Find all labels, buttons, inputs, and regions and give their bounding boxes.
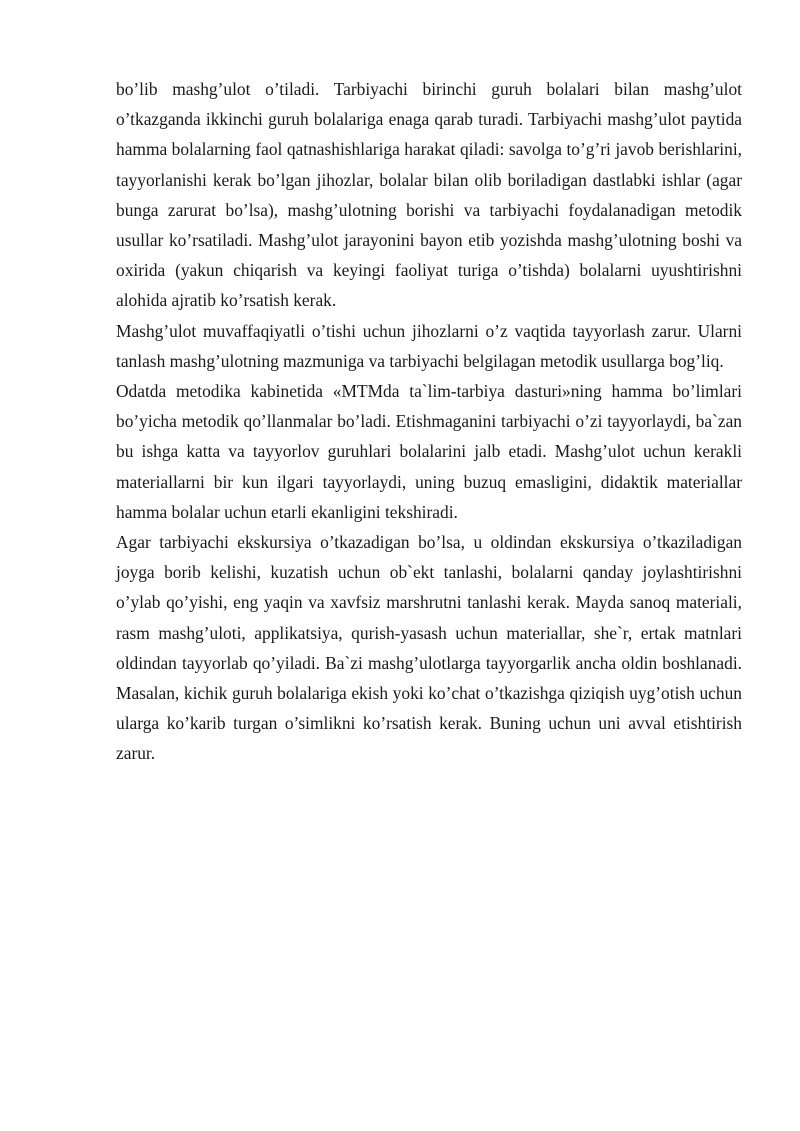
paragraph: bo’lib mashg’ulot o’tiladi. Tarbiyachi birinchi guruh bolalari bilan mashg’ulot o’tkazganda ikkinchi guruh bolalariga enaga qarab turadi. Tarbiyachi mashg’ulot paytida hamma bolalarning faol qatnashishlariga harakat qiladi: savolga to’g’ri javob berishlarini, tayyorlanishi kerak bo’lgan jihozlar, bolalar bilan olib boriladigan dastlabki ishlar (agar bunga zarurat bo’lsa), mashg’ulotning borishi va tarbiyachi foydalanadigan metodik usullar ko’rsatiladi. Mashg’ulot jarayonini bayon etib yozishda mashg’ulotning boshi va oxirida (yakun chiqarish va keyingi faoliyat turiga o’tishda) bolalarni uyushtirishni alohida ajratib ko’rsatish kerak. xyxy=(116,79,742,311)
paragraph: Mashg’ulot muvaffaqiyatli o’tishi uchun jihozlarni o’z vaqtida tayyorlash zarur. Ularni tanlash mashg’ulotning mazmuniga va tarbiyachi belgilagan metodik usullarga bog’liq. xyxy=(116,320,742,371)
paragraph: Agar tarbiyachi ekskursiya o’tkazadigan bo’lsa, u oldindan ekskursiya o’tkaziladigan joyga borib kelishi, kuzatish uchun ob`ekt tanlashi, bolalarni qanday joylashtirishni o’ylab qo’yishi, eng yaqin va xavfsiz marshrutni tanlashi kerak. Mayda sanoq materiali, rasm mashg’uloti, applikatsiya, qurish-yasash uchun materiallar, she`r, ertak matnlari oldindan tayyorlab qo’yiladi. Ba`zi mashg’ulotlarga tayyorgarlik ancha oldin boshlanadi. Masalan, kichik guruh bolalariga ekish yoki ko’chat o’tkazishga qiziqish uyg’otish uchun ularga ko’karib turgan o’simlikni ko’rsatish kerak. Buning uchun uni avval etishtirish zarur. xyxy=(116,532,742,764)
paragraph: Odatda metodika kabinetida «MTMda ta`lim-tarbiya dasturi»ning hamma bo’limlari bo’yicha metodik qo’llanmalar bo’ladi. Etishmaganini tarbiyachi o’zi tayyorlaydi, ba`zan bu ishga katta va tayyorlov guruhlari bolalarini jalb etadi. Mashg’ulot uchun kerakli materiallarni bir kun ilgari tayyorlaydi, uning buzuq emasligini, didaktik materiallar hamma bolalar uchun etarli ekanligini tekshiradi. xyxy=(116,381,742,522)
document-page xyxy=(116,74,742,769)
